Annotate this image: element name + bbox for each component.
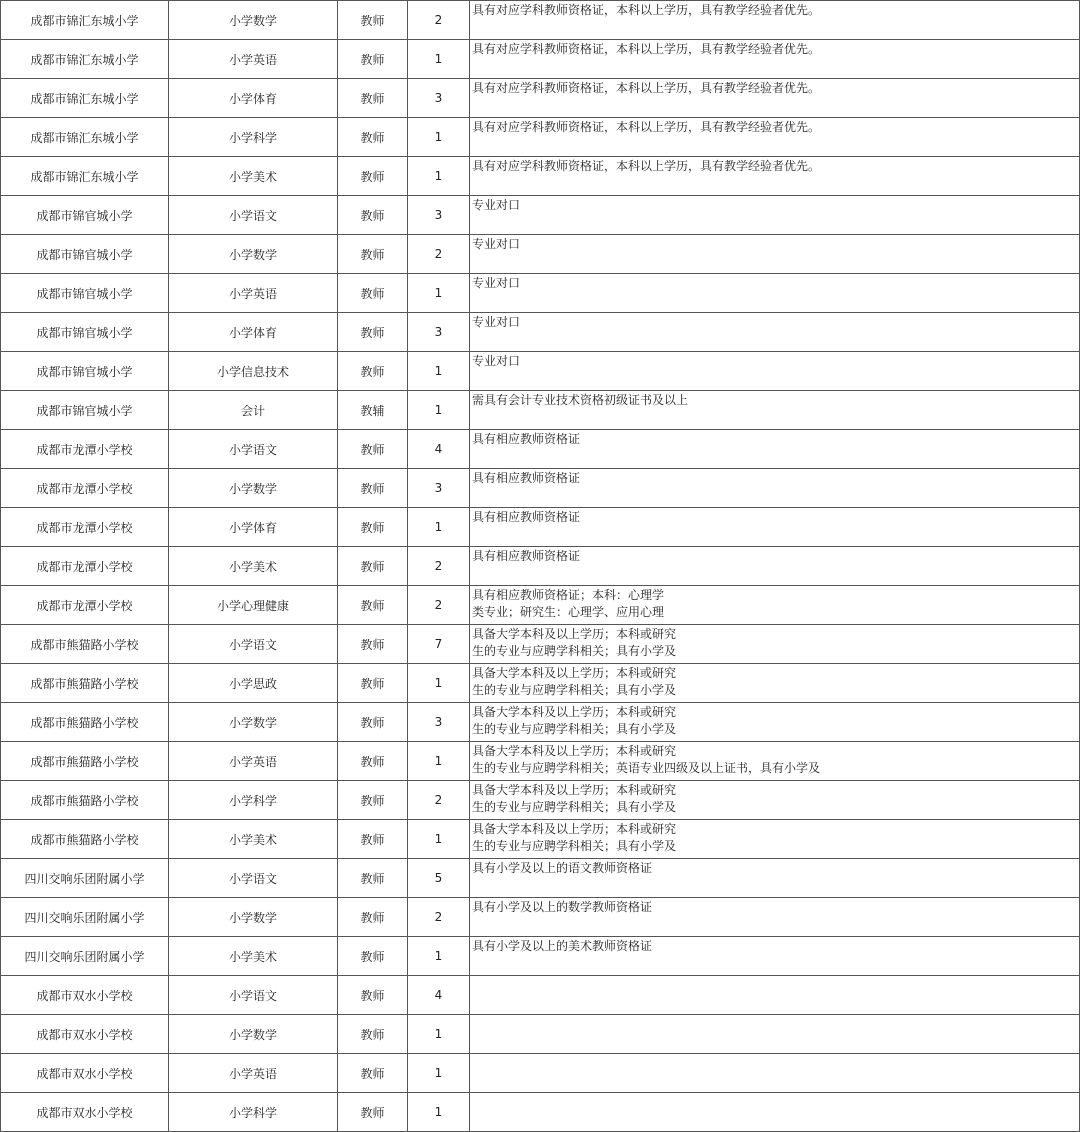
table-row (1, 625, 1080, 664)
school-cell: 成都市锦官城小学 (1, 352, 169, 391)
school-cell: 成都市龙潭小学校 (1, 508, 169, 547)
count-cell: 1 (408, 742, 470, 781)
requirement-line: 生的专业与应聘学科相关；具有小学及 (472, 839, 677, 853)
subject-cell: 小学数学 (169, 703, 338, 742)
role-cell: 教师 (338, 664, 408, 703)
count-cell: 1 (408, 1015, 470, 1054)
subject-cell: 会计 (169, 391, 338, 430)
role-cell: 教师 (338, 508, 408, 547)
requirement-text: 具有小学及以上的数学教师资格证 (472, 900, 653, 914)
table-row (1, 40, 1080, 79)
requirement-line: 生的专业与应聘学科相关；具有小学及 (472, 800, 677, 814)
requirement-cell (470, 703, 1080, 742)
role-cell: 教师 (338, 40, 408, 79)
requirement-text (472, 1094, 1077, 1131)
count-cell: 2 (408, 586, 470, 625)
school-cell: 成都市锦官城小学 (1, 274, 169, 313)
requirement-text (472, 821, 1077, 858)
subject-cell: 小学心理健康 (169, 586, 338, 625)
table-row (1, 469, 1080, 508)
school-cell: 成都市锦官城小学 (1, 235, 169, 274)
requirement-text: 专业对口 (472, 198, 521, 212)
requirement-text: 具有对应学科教师资格证，本科以上学历，具有教学经验者优先。 (472, 120, 821, 134)
count-cell: 1 (408, 1093, 470, 1132)
count-cell: 1 (408, 118, 470, 157)
requirement-line: 具备大学本科及以上学历；本科或研究 (472, 822, 677, 836)
requirement-cell (470, 898, 1080, 937)
table-row (1, 781, 1080, 820)
count-cell: 3 (408, 196, 470, 235)
requirement-cell (470, 313, 1080, 352)
subject-cell: 小学科学 (169, 118, 338, 157)
school-cell: 成都市熊猫路小学校 (1, 742, 169, 781)
subject-cell: 小学科学 (169, 781, 338, 820)
role-cell: 教师 (338, 703, 408, 742)
school-cell: 成都市龙潭小学校 (1, 586, 169, 625)
requirement-text: 具有小学及以上的美术教师资格证 (472, 939, 653, 953)
school-cell: 成都市双水小学校 (1, 976, 169, 1015)
school-cell: 成都市熊猫路小学校 (1, 664, 169, 703)
requirement-text (472, 1016, 1077, 1053)
requirement-cell (470, 79, 1080, 118)
count-cell: 2 (408, 898, 470, 937)
count-cell: 2 (408, 781, 470, 820)
role-cell: 教师 (338, 1054, 408, 1093)
requirement-cell (470, 430, 1080, 469)
requirement-line: 具备大学本科及以上学历；本科或研究 (472, 744, 677, 758)
requirement-text (472, 704, 1077, 741)
role-cell: 教师 (338, 625, 408, 664)
requirement-text: 专业对口 (472, 276, 521, 290)
role-cell: 教师 (338, 586, 408, 625)
subject-cell: 小学科学 (169, 1093, 338, 1132)
table-row (1, 196, 1080, 235)
requirement-cell (470, 40, 1080, 79)
count-cell: 2 (408, 547, 470, 586)
role-cell: 教师 (338, 742, 408, 781)
table-row (1, 157, 1080, 196)
requirement-text (472, 782, 1077, 819)
count-cell: 2 (408, 235, 470, 274)
subject-cell: 小学数学 (169, 898, 338, 937)
school-cell: 四川交响乐团附属小学 (1, 859, 169, 898)
table-row (1, 1093, 1080, 1132)
requirement-line: 具备大学本科及以上学历；本科或研究 (472, 783, 677, 797)
table-row (1, 313, 1080, 352)
school-cell: 成都市双水小学校 (1, 1054, 169, 1093)
requirement-cell (470, 391, 1080, 430)
subject-cell: 小学英语 (169, 742, 338, 781)
role-cell: 教师 (338, 937, 408, 976)
count-cell: 1 (408, 40, 470, 79)
requirement-line: 生的专业与应聘学科相关；具有小学及 (472, 722, 677, 736)
table-row (1, 898, 1080, 937)
count-cell: 4 (408, 430, 470, 469)
requirement-text (472, 1055, 1077, 1092)
count-cell: 3 (408, 79, 470, 118)
role-cell: 教师 (338, 235, 408, 274)
count-cell: 1 (408, 508, 470, 547)
count-cell: 1 (408, 274, 470, 313)
requirement-text: 具有相应教师资格证 (472, 471, 581, 485)
requirement-text: 具有相应教师资格证 (472, 549, 581, 563)
subject-cell: 小学体育 (169, 508, 338, 547)
count-cell: 1 (408, 157, 470, 196)
requirement-cell (470, 937, 1080, 976)
subject-cell: 小学数学 (169, 469, 338, 508)
requirement-cell (470, 1054, 1080, 1093)
requirement-text: 专业对口 (472, 354, 521, 368)
school-cell: 成都市熊猫路小学校 (1, 625, 169, 664)
subject-cell: 小学数学 (169, 235, 338, 274)
requirement-cell (470, 820, 1080, 859)
role-cell: 教师 (338, 79, 408, 118)
requirement-line: 具有相应教师资格证；本科：心理学 (472, 588, 665, 602)
requirement-line: 类专业；研究生：心理学、应用心理 (472, 605, 665, 619)
requirement-cell (470, 859, 1080, 898)
requirement-cell (470, 547, 1080, 586)
requirement-cell (470, 1015, 1080, 1054)
role-cell: 教师 (338, 157, 408, 196)
requirement-cell (470, 469, 1080, 508)
count-cell: 1 (408, 1054, 470, 1093)
role-cell: 教师 (338, 781, 408, 820)
requirement-cell (470, 586, 1080, 625)
subject-cell: 小学语文 (169, 196, 338, 235)
table-row (1, 430, 1080, 469)
school-cell: 成都市龙潭小学校 (1, 430, 169, 469)
requirement-line: 具备大学本科及以上学历；本科或研究 (472, 627, 677, 641)
role-cell: 教师 (338, 430, 408, 469)
requirement-line: 具备大学本科及以上学历；本科或研究 (472, 705, 677, 719)
table-row (1, 352, 1080, 391)
count-cell: 5 (408, 859, 470, 898)
school-cell: 成都市锦汇东城小学 (1, 118, 169, 157)
subject-cell: 小学美术 (169, 937, 338, 976)
role-cell: 教师 (338, 859, 408, 898)
requirement-cell (470, 781, 1080, 820)
school-cell: 成都市龙潭小学校 (1, 469, 169, 508)
requirement-cell (470, 742, 1080, 781)
subject-cell: 小学数学 (169, 1015, 338, 1054)
role-cell: 教师 (338, 118, 408, 157)
table-row (1, 976, 1080, 1015)
table-body (1, 1, 1080, 1132)
role-cell: 教师 (338, 547, 408, 586)
school-cell: 成都市锦官城小学 (1, 391, 169, 430)
table-row (1, 1015, 1080, 1054)
requirement-text (472, 665, 1077, 702)
requirement-text: 具有相应教师资格证 (472, 432, 581, 446)
count-cell: 4 (408, 976, 470, 1015)
role-cell: 教师 (338, 1015, 408, 1054)
requirement-line: 生的专业与应聘学科相关；英语专业四级及以上证书，具有小学及 (472, 761, 821, 775)
subject-cell: 小学美术 (169, 547, 338, 586)
table-row (1, 235, 1080, 274)
requirement-line: 生的专业与应聘学科相关；具有小学及 (472, 683, 677, 697)
school-cell: 成都市熊猫路小学校 (1, 781, 169, 820)
requirement-cell (470, 1093, 1080, 1132)
subject-cell: 小学美术 (169, 157, 338, 196)
subject-cell: 小学体育 (169, 313, 338, 352)
school-cell: 成都市熊猫路小学校 (1, 820, 169, 859)
count-cell: 1 (408, 937, 470, 976)
requirement-line: 具备大学本科及以上学历；本科或研究 (472, 666, 677, 680)
requirement-text (472, 626, 1077, 663)
count-cell: 3 (408, 703, 470, 742)
requirement-text (472, 743, 1077, 780)
requirement-text: 具有相应教师资格证 (472, 510, 581, 524)
table-row (1, 820, 1080, 859)
count-cell: 2 (408, 1, 470, 40)
table-row (1, 859, 1080, 898)
school-cell: 成都市锦汇东城小学 (1, 40, 169, 79)
table-row (1, 1, 1080, 40)
table-row (1, 703, 1080, 742)
school-cell: 成都市锦汇东城小学 (1, 157, 169, 196)
subject-cell: 小学英语 (169, 274, 338, 313)
count-cell: 1 (408, 664, 470, 703)
table-row (1, 508, 1080, 547)
requirement-text: 具有对应学科教师资格证，本科以上学历，具有教学经验者优先。 (472, 81, 821, 95)
requirement-text: 需具有会计专业技术资格初级证书及以上 (472, 393, 689, 407)
school-cell: 成都市锦官城小学 (1, 313, 169, 352)
subject-cell: 小学语文 (169, 976, 338, 1015)
role-cell: 教师 (338, 1093, 408, 1132)
requirement-cell (470, 508, 1080, 547)
role-cell: 教师 (338, 313, 408, 352)
school-cell: 成都市龙潭小学校 (1, 547, 169, 586)
table-row (1, 118, 1080, 157)
requirement-text: 具有小学及以上的语文教师资格证 (472, 861, 653, 875)
requirement-cell (470, 1, 1080, 40)
count-cell: 1 (408, 820, 470, 859)
count-cell: 3 (408, 313, 470, 352)
role-cell: 教辅 (338, 391, 408, 430)
subject-cell: 小学思政 (169, 664, 338, 703)
requirement-text: 专业对口 (472, 315, 521, 329)
school-cell: 四川交响乐团附属小学 (1, 898, 169, 937)
subject-cell: 小学信息技术 (169, 352, 338, 391)
subject-cell: 小学语文 (169, 430, 338, 469)
subject-cell: 小学英语 (169, 1054, 338, 1093)
requirement-cell (470, 976, 1080, 1015)
role-cell: 教师 (338, 469, 408, 508)
requirement-cell (470, 352, 1080, 391)
table-row (1, 586, 1080, 625)
requirement-cell (470, 274, 1080, 313)
count-cell: 1 (408, 352, 470, 391)
role-cell: 教师 (338, 898, 408, 937)
role-cell: 教师 (338, 352, 408, 391)
table-row (1, 937, 1080, 976)
subject-cell: 小学语文 (169, 625, 338, 664)
requirement-text (472, 587, 1077, 624)
requirement-cell (470, 235, 1080, 274)
subject-cell: 小学语文 (169, 859, 338, 898)
requirement-cell (470, 118, 1080, 157)
role-cell: 教师 (338, 196, 408, 235)
role-cell: 教师 (338, 976, 408, 1015)
count-cell: 1 (408, 391, 470, 430)
school-cell: 成都市锦汇东城小学 (1, 1, 169, 40)
table-row (1, 79, 1080, 118)
requirement-line: 生的专业与应聘学科相关；具有小学及 (472, 644, 677, 658)
subject-cell: 小学美术 (169, 820, 338, 859)
subject-cell: 小学体育 (169, 79, 338, 118)
role-cell: 教师 (338, 274, 408, 313)
table-row (1, 664, 1080, 703)
requirement-cell (470, 625, 1080, 664)
requirement-cell (470, 157, 1080, 196)
requirement-text (472, 977, 1077, 1014)
school-cell: 成都市双水小学校 (1, 1015, 169, 1054)
table-row (1, 742, 1080, 781)
table-row (1, 547, 1080, 586)
requirement-text: 具有对应学科教师资格证，本科以上学历，具有教学经验者优先。 (472, 42, 821, 56)
requirement-cell (470, 664, 1080, 703)
school-cell: 成都市锦官城小学 (1, 196, 169, 235)
requirement-text: 专业对口 (472, 237, 521, 251)
subject-cell: 小学数学 (169, 1, 338, 40)
school-cell: 四川交响乐团附属小学 (1, 937, 169, 976)
count-cell: 3 (408, 469, 470, 508)
role-cell: 教师 (338, 820, 408, 859)
school-cell: 成都市熊猫路小学校 (1, 703, 169, 742)
requirement-text: 具有对应学科教师资格证，本科以上学历，具有教学经验者优先。 (472, 159, 821, 173)
requirement-cell (470, 196, 1080, 235)
table-row (1, 391, 1080, 430)
requirement-text: 具有对应学科教师资格证，本科以上学历，具有教学经验者优先。 (472, 3, 821, 17)
school-cell: 成都市双水小学校 (1, 1093, 169, 1132)
count-cell: 7 (408, 625, 470, 664)
table-row (1, 274, 1080, 313)
school-cell: 成都市锦汇东城小学 (1, 79, 169, 118)
subject-cell: 小学英语 (169, 40, 338, 79)
role-cell: 教师 (338, 1, 408, 40)
table-row (1, 1054, 1080, 1093)
